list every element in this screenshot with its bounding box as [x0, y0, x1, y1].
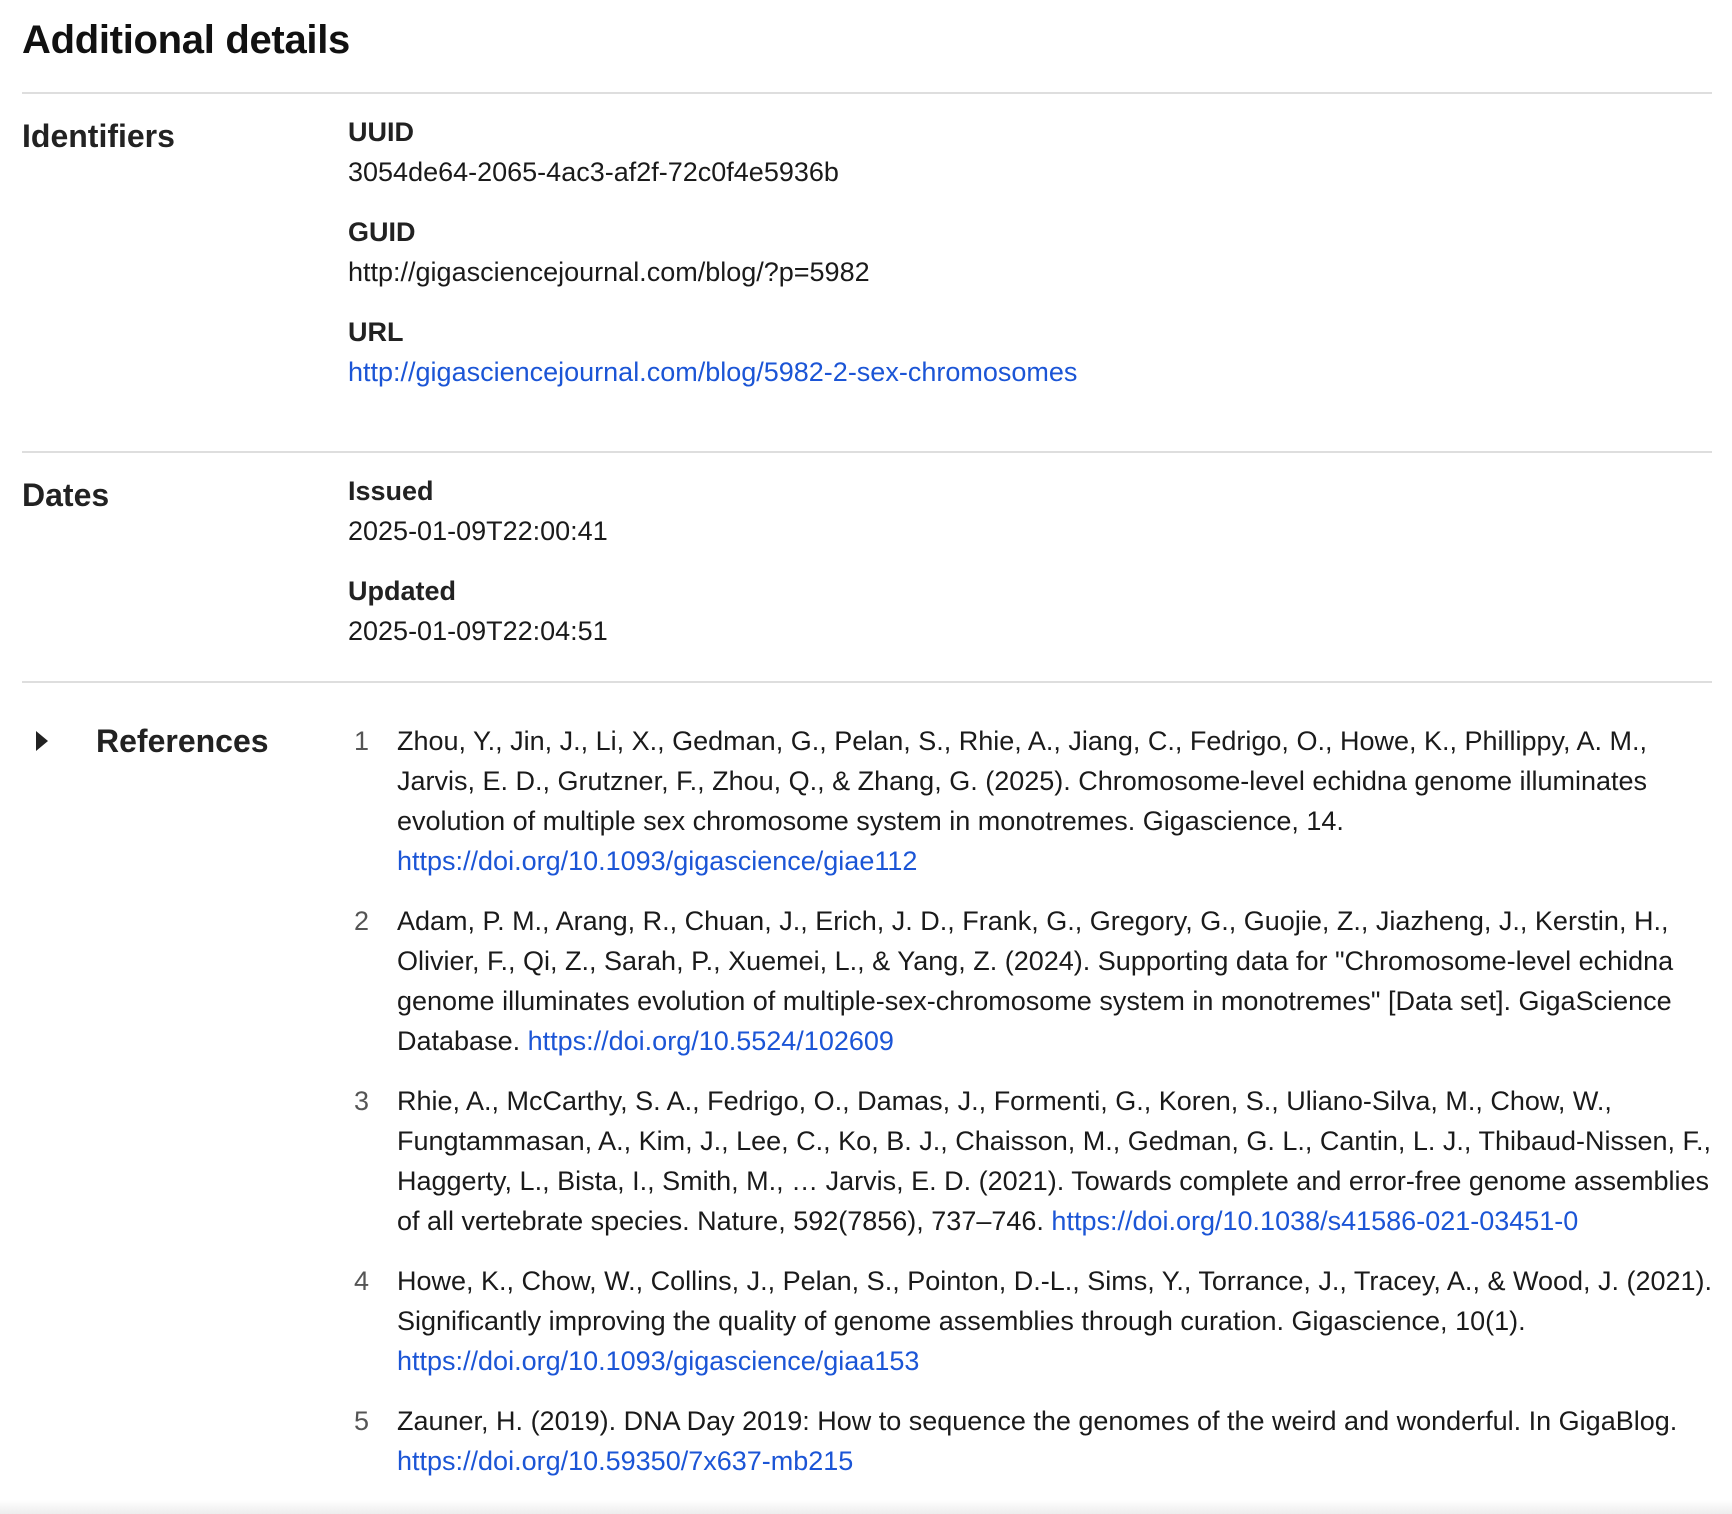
references-list	[332, 721, 1722, 1501]
additional-details-panel	[22, 0, 1712, 1483]
reference-number: 1	[354, 726, 370, 756]
issued-label: Issued	[348, 476, 434, 506]
reference-item	[332, 901, 1722, 1061]
dates-section	[22, 453, 1712, 681]
reference-item	[332, 1261, 1722, 1381]
issued-value: 2025-01-09T22:00:41	[348, 516, 608, 546]
reference-doi-link[interactable]: https://doi.org/10.1038/s41586-021-03451-0	[1051, 1206, 1579, 1236]
reference-doi-link[interactable]: https://doi.org/10.1093/gigascience/giae112	[397, 846, 918, 876]
reference-doi-link[interactable]: https://doi.org/10.1093/gigascience/giaa153	[397, 1346, 920, 1376]
identifiers-fields	[348, 112, 1077, 392]
uuid-label: UUID	[348, 117, 414, 147]
reference-number: 4	[354, 1266, 370, 1296]
identifiers-section	[22, 94, 1712, 451]
references-toggle[interactable]	[36, 721, 269, 761]
reference-item	[332, 721, 1722, 881]
url-link[interactable]: http://gigasciencejournal.com/blog/5982-2-sex-chromosomes	[348, 357, 1078, 387]
identifiers-heading: Identifiers	[22, 118, 175, 154]
reference-text: Rhie, A., McCarthy, S. A., Fedrigo, O., Damas, J., Formenti, G., Koren, S., Uliano-Silva, M., Chow, W., Fungtammasan, A., Kim, J., Lee, C., Ko, B. J., Chaisson, M., Gedman, G. L., Cantin, L. J., Thibaud-Nissen, F., Haggerty, L., Bista, I., Smith, M., … Jarvis, E. D. (2021). Towards complete and error-free genome assemblies of all vertebrate species. Nature, 592(7856), 737–746.	[397, 1086, 1712, 1236]
bottom-edge-shade	[0, 1500, 1732, 1514]
guid-value: http://gigasciencejournal.com/blog/?p=5982	[348, 257, 870, 287]
expand-triangle-icon	[36, 731, 48, 751]
dates-fields	[348, 471, 608, 651]
references-section	[22, 683, 1712, 1483]
reference-number: 2	[354, 906, 370, 936]
updated-label: Updated	[348, 576, 456, 606]
dates-heading: Dates	[22, 477, 110, 513]
updated-value: 2025-01-09T22:04:51	[348, 616, 608, 646]
page-title: Additional details	[22, 18, 350, 62]
reference-number: 3	[354, 1086, 370, 1116]
references-heading: References	[96, 723, 269, 759]
reference-doi-link[interactable]: https://doi.org/10.59350/7x637-mb215	[397, 1446, 854, 1476]
reference-text: Adam, P. M., Arang, R., Chuan, J., Erich, J. D., Frank, G., Gregory, G., Guojie, Z., Jiazheng, J., Kerstin, H., Olivier, F., Qi, Z., Sarah, P., Xuemei, L., & Yang, Z. (2024). Supporting data for "Chromosome-level echidna genome illuminates evolution of multiple-sex-chromosome system in monotremes" [Data set]. GigaScience Database.	[397, 906, 1674, 1056]
uuid-value: 3054de64-2065-4ac3-af2f-72c0f4e5936b	[348, 157, 839, 187]
reference-item	[332, 1401, 1722, 1481]
reference-number: 5	[354, 1406, 370, 1436]
reference-doi-link[interactable]: https://doi.org/10.5524/102609	[527, 1026, 894, 1056]
reference-text: Zhou, Y., Jin, J., Li, X., Gedman, G., Pelan, S., Rhie, A., Jiang, C., Fedrigo, O., Howe, K., Phillippy, A. M., Jarvis, E. D., Grutzner, F., Zhou, Q., & Zhang, G. (2025). Chromosome-level echidna genome illuminates evolution of multiple sex chromosome system in monotremes. Gigascience, 14.	[397, 726, 1648, 836]
url-value	[348, 352, 1077, 392]
reference-text: Zauner, H. (2019). DNA Day 2019: How to sequence the genomes of the weird and wonderful. In GigaBlog.	[397, 1406, 1678, 1436]
reference-item	[332, 1081, 1722, 1241]
guid-label: GUID	[348, 217, 416, 247]
reference-text: Howe, K., Chow, W., Collins, J., Pelan, S., Pointon, D.-L., Sims, Y., Torrance, J., Tracey, A., & Wood, J. (2021). Significantly improving the quality of genome assemblies through curation. Gigascience, 10(1).	[397, 1266, 1713, 1336]
url-label: URL	[348, 317, 404, 347]
